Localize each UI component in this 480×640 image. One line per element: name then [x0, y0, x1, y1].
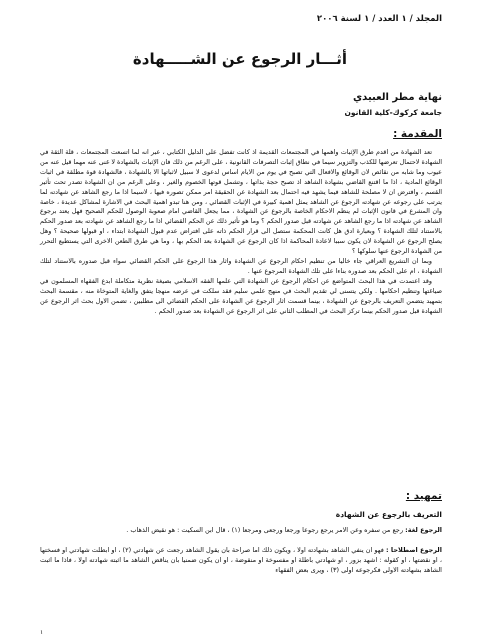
definition-label: الرجوع لغة: [405, 526, 442, 534]
section-heading-prelude: تمهيد : [405, 490, 442, 502]
section-heading-introduction: المقدمة : [393, 128, 442, 140]
definition-label: الرجوع اصطلاحا : [386, 546, 442, 554]
subheading-definition: التعريف بالرجوع عن الشهادة [335, 510, 442, 519]
paper-title: أثـــار الرجوع عن الشـــــهادة [132, 50, 348, 68]
definition-technical [40, 545, 442, 575]
journal-header: المجلد / ١ العدد / ١ لسنة ٢٠٠٦ [316, 14, 442, 24]
author-name: نهاية مطر العبيدي [353, 92, 442, 103]
definition-text: رجع من سفره وعن الامر يرجع رجوعا ورجعا ورجعى ومرجعا (١) ، قال ابن السكيت : هو نقيض الذهاب . [126, 526, 404, 534]
introduction-body [40, 148, 442, 316]
definition-linguistic [40, 525, 442, 535]
intro-paragraph: وبما ان التشريع العراقي جاء خاليا من تنظيم احكام الرجوع عن الشهادة واثار هذا الرجوع على الحكم القضائي سواء قبل صدوره بالاستناد لتلك الشهادة ، ام على الحكم بعد صدوره بناءا على تلك الشهادة المرجوع عنها . [40, 256, 442, 275]
definition-text: فهو ان ينفي الشاهد بشهادته اولا ، ويكون ذلك اما صراحة بان يقول الشاهد رجعت عن شهادتي (٢) ، او ابطلت شهادتي او فسختها ، او نقضتها ، او كقوله : اشهد بزور ، او شهادتي باطلة او مفسوخة او منقوضة ، او ان يكون ضمنيا بان يناقض الشاهد ما اثبته شهادته اولا ، فاذا ما اثبت الشاهد بشهادته الاولى فكرجوعه اولى (٣) ، ويرى بعض الفقهاء [40, 546, 442, 574]
intro-paragraph: وقد اعتمدت في هذا البحث المتواضع عن احكام الرجوع عن الشهادة التي علمها الفقه الاسلامي بصيغة نظرية متكاملة ابدع الفقهاء المسلمون في صياغتها وتنظيم احكامها . ولكي يتسنى لي تقديم البحث في منهج علمي سليم فقد سلكت في عرضه منهجا يتفق والغاية المتوخاة منه ، مقسمة البحث بتمهيد يتضمن التعريف بالرجوع عن الشهادة ، بينما قسمت اثار الرجوع عن الشهادة على الحكم القضائي الى مطلبين ، تضمن الاول بحث اثر الرجوع عن الشهادة قبل صدور الحكم بينما تركز البحث في المطلب الثاني على اثر الرجوع عن الشهادة بعد صدور الحكم . [40, 276, 442, 315]
intro-paragraph: تعد الشهادة من اقدم طرق الإثبات واهمها في المجتمعات القديمة اذ كانت تفضل على الدليل الكتابي ، عبر انه لما اتسعت المجتمعات ، قلة الثقة في الشهادة لاحتمال تعرضها للكذب والتزوير سيما في نطاق إثبات التصرفات القانونية ، على الرغم من ذلك فان الإثبات بالشهادة لا غنى عنه مهما قيل عنه من عيوب وما شابه من نقائص لان الوقائع والافعال التي تصبح في يوم من الايام اساس لدعوى لا سبيل لاثباتها الا بالشهادة ، فالشهادة قوة مطلقة في اثبات الوقائع المادية ، اذا ما اقتنع القاضي بشهادة الشاهد اذ تصبح حجة بذاتها ، وتشمل قوتها الخصوم والغير ، وعلى الرغم من ان الشهادة تصدر تحت تأثير القسم ، وافترض ان لا مصلحة للشاهد فيما يشهد فيه احتمال بعد الشهادة عن الحقيقة امر ممكن تصوره فيها ، لاسيما اذا ما رجع الشاهد عن شهادته لما يترتب على رجوعه عن شهادته الرجوع عن الشاهد يمثل اهمية كبيرة في الإثبات القضائي ، ومن هنا تبدو اهمية البحث في الاشارة لمشاكل عديدة ، خاصة وان المشرع في قانون الإثبات لم ينظم الاحكام الخاصة بالرجوع عن الشهادة ، مما يجعل القاضي امام صعوبة الوصول للحكم الصحيح فهل يعتد برجوع الشاهد عن شهادته اذا ما رجع الشاهد عن شهادته قبل صدور الحكم ؟ وما هو تأثير ذلك عن الحكم القضائي اذا ما رجع الشاهد عن شهادته بعد صدور الحكم بالاستناد لتلك الشهادة ؟ وبعبارة ادق هل كانت المحكمة ستصل الى قرار الحكم ذاته على افتراض عدم قبول الشهادة ابتداء ، او قبولها صحيحة ؟ وهل يصلح الرجوع عن الشهادة لان يكون سببا لاعادة المحاكمة اذا كان الرجوع عن الشهادة بعد الحكم بها ، وما هي طرق الطعن الاخرى التي يستطيع التحرر من الشهادة الرجوع عنها سلوكها ؟ [40, 148, 442, 256]
page-number: ١ [40, 629, 44, 636]
author-affiliation: جامعة كركوك-كلية القانون [344, 108, 442, 117]
